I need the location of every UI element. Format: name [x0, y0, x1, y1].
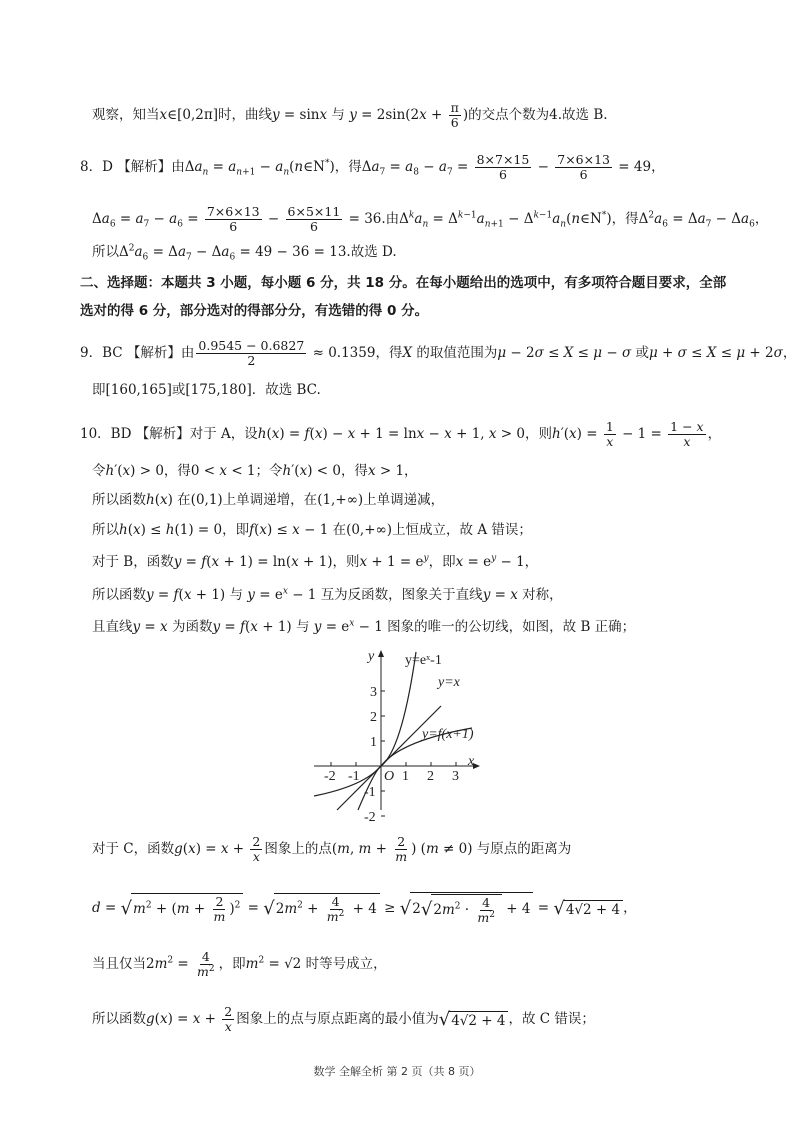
section-2-heading-2: 选对的得 6 分，部分选对的得部分分，有选错的得 0 分。 [80, 303, 429, 319]
q8-line-2: $\Delta a_6 = a_7 - a_6$ = $\frac{7\times 6\times 13}{6}$ − $\frac{6\times 5\times 11}{6}$ = 36.由$\Delta^ka_n = \Delta^{k-1}a_{n+1}$ − $\Delta^{k-1}a_n(n\in N^*)$，得$\Delta^2a_6 = \Delta a_7 - \Delta a_6$， [92, 204, 769, 234]
y-axis-label: y [368, 649, 375, 664]
q10-line-7: 且直线y = x 为函数y = f(x + 1) 与 $y = e^x - 1$ 图象的唯一的公切线，如图，故 B 正确； [92, 618, 636, 635]
tick-y-neg1: -1 [364, 785, 376, 800]
tick-x-3: 3 [452, 769, 459, 784]
q10-line-6: 所以函数y = f(x + 1) 与 $y = e^x - 1$ 互为反函数，图象关于直线y = x 对称， [92, 586, 563, 603]
q10-line-2: 令h′(x) > 0，得0 < x < 1；令h′(x) < 0，得x > 1， [92, 463, 418, 479]
tick-x-neg1: -1 [348, 769, 360, 784]
tick-y-2: 2 [370, 710, 377, 725]
q10-line-1: 10．BD 【解析】对于 A，设h(x) = f(x) − x + 1 = lnx − x + 1, x > 0，则h′(x) = $\frac{1}{x}$ − 1 = $\frac{1 - x}{x}$ ， [80, 419, 722, 449]
tick-y-1: 1 [370, 735, 377, 750]
tick-y-3: 3 [370, 685, 377, 700]
page-footer: 数学 全解全析 第 2 页（共 8 页） [313, 1065, 481, 1078]
q10-line-3: 所以函数h(x) 在(0,1)上单调递增，在(1,+∞)上单调递减， [92, 492, 445, 508]
q10-c-equality: 当且仅当$2m^2$ = $\frac{4}{m^2}$ ，即$m^2 = √2$ 时等号成立， [92, 949, 387, 979]
curve-exp-label: y=eˣ-1 [405, 653, 442, 668]
curve-line-label: y=x [438, 675, 460, 690]
q8-line-3: 所以$\Delta^2a_6 = \Delta a_7 - \Delta a_6 = 49 - 36 = 13$.故选 D. [92, 243, 397, 263]
y-axis-arrow [378, 650, 384, 657]
intro-line: 观察，知当x∈[0,2π]时，曲线y = sinx 与 y = 2sin(2x + $\frac{\pi}{6}$ )的交点个数为4.故选 B. [92, 100, 608, 130]
x-axis-label: x [468, 754, 475, 769]
q10-c-conclusion: 所以函数g(x) = x + $\frac{2}{x}$ 图象上的点与原点距离的最小值为√4√2 + 4 ，故 C 错误； [92, 1004, 595, 1034]
tick-x-neg2: -2 [324, 769, 336, 784]
q10-line-4: 所以h(x) ≤ h(1) = 0，即f(x) ≤ x − 1 在(0,+∞)上恒成立，故 A 错误； [92, 522, 532, 538]
section-2-heading-1: 二、选择题：本题共 3 小题，每小题 6 分，共 18 分。在每小题给出的选项中，有多项符合题目要求，全部 [80, 275, 727, 291]
tick-x-2: 2 [427, 769, 434, 784]
q9-line-2: 即[160,165]或[175,180]．故选 BC. [92, 382, 321, 398]
tick-y-neg2: -2 [364, 810, 376, 825]
q9-line-1: 9．BC 【解析】由 $\frac{0.9545 - 0.6827}{2}$ ≈ 0.1359，得X 的取值范围为μ − 2σ ≤ X ≤ μ − σ 或μ + σ ≤ X ≤ μ + 2σ， [80, 338, 796, 368]
q10-c-line-1: 对于 C，函数g(x) = x + $\frac{2}{x}$ 图象上的点(m, m + $\frac{2}{m}$ ) (m ≠ 0) 与原点的距离为 [92, 834, 572, 864]
curve-log-label: y=f(x+1) [422, 727, 474, 742]
origin-label: O [384, 769, 395, 784]
q8-line-1: 8．D 【解析】由$\Delta a_n = a_{n+1}$ − $a_n(n\in N^*)$，得$\Delta a_7 = a_8 - a_7$ = $\frac{8\times 7\times 15}{6}$ − $\frac{7\times 6\times 13}{6}$ = 49， [80, 152, 665, 182]
tick-x-1: 1 [402, 769, 409, 784]
q10-c-distance: $d = √m^2 + (m$ + $\frac{2}{m}$ )$^2 = √2m^2$ + $\frac{4}{m^2}$ + $4 \ge √2√2m^2$ · $\frac{4}{m^2}$ + 4 = √4√2 + 4 ， [92, 894, 637, 925]
q10-line-5: 对于 B，函数y = f(x + 1) = ln(x + 1)，则$x + 1 = e^y$，即$x = e^y - 1$， [92, 553, 539, 570]
function-graph [300, 642, 490, 825]
